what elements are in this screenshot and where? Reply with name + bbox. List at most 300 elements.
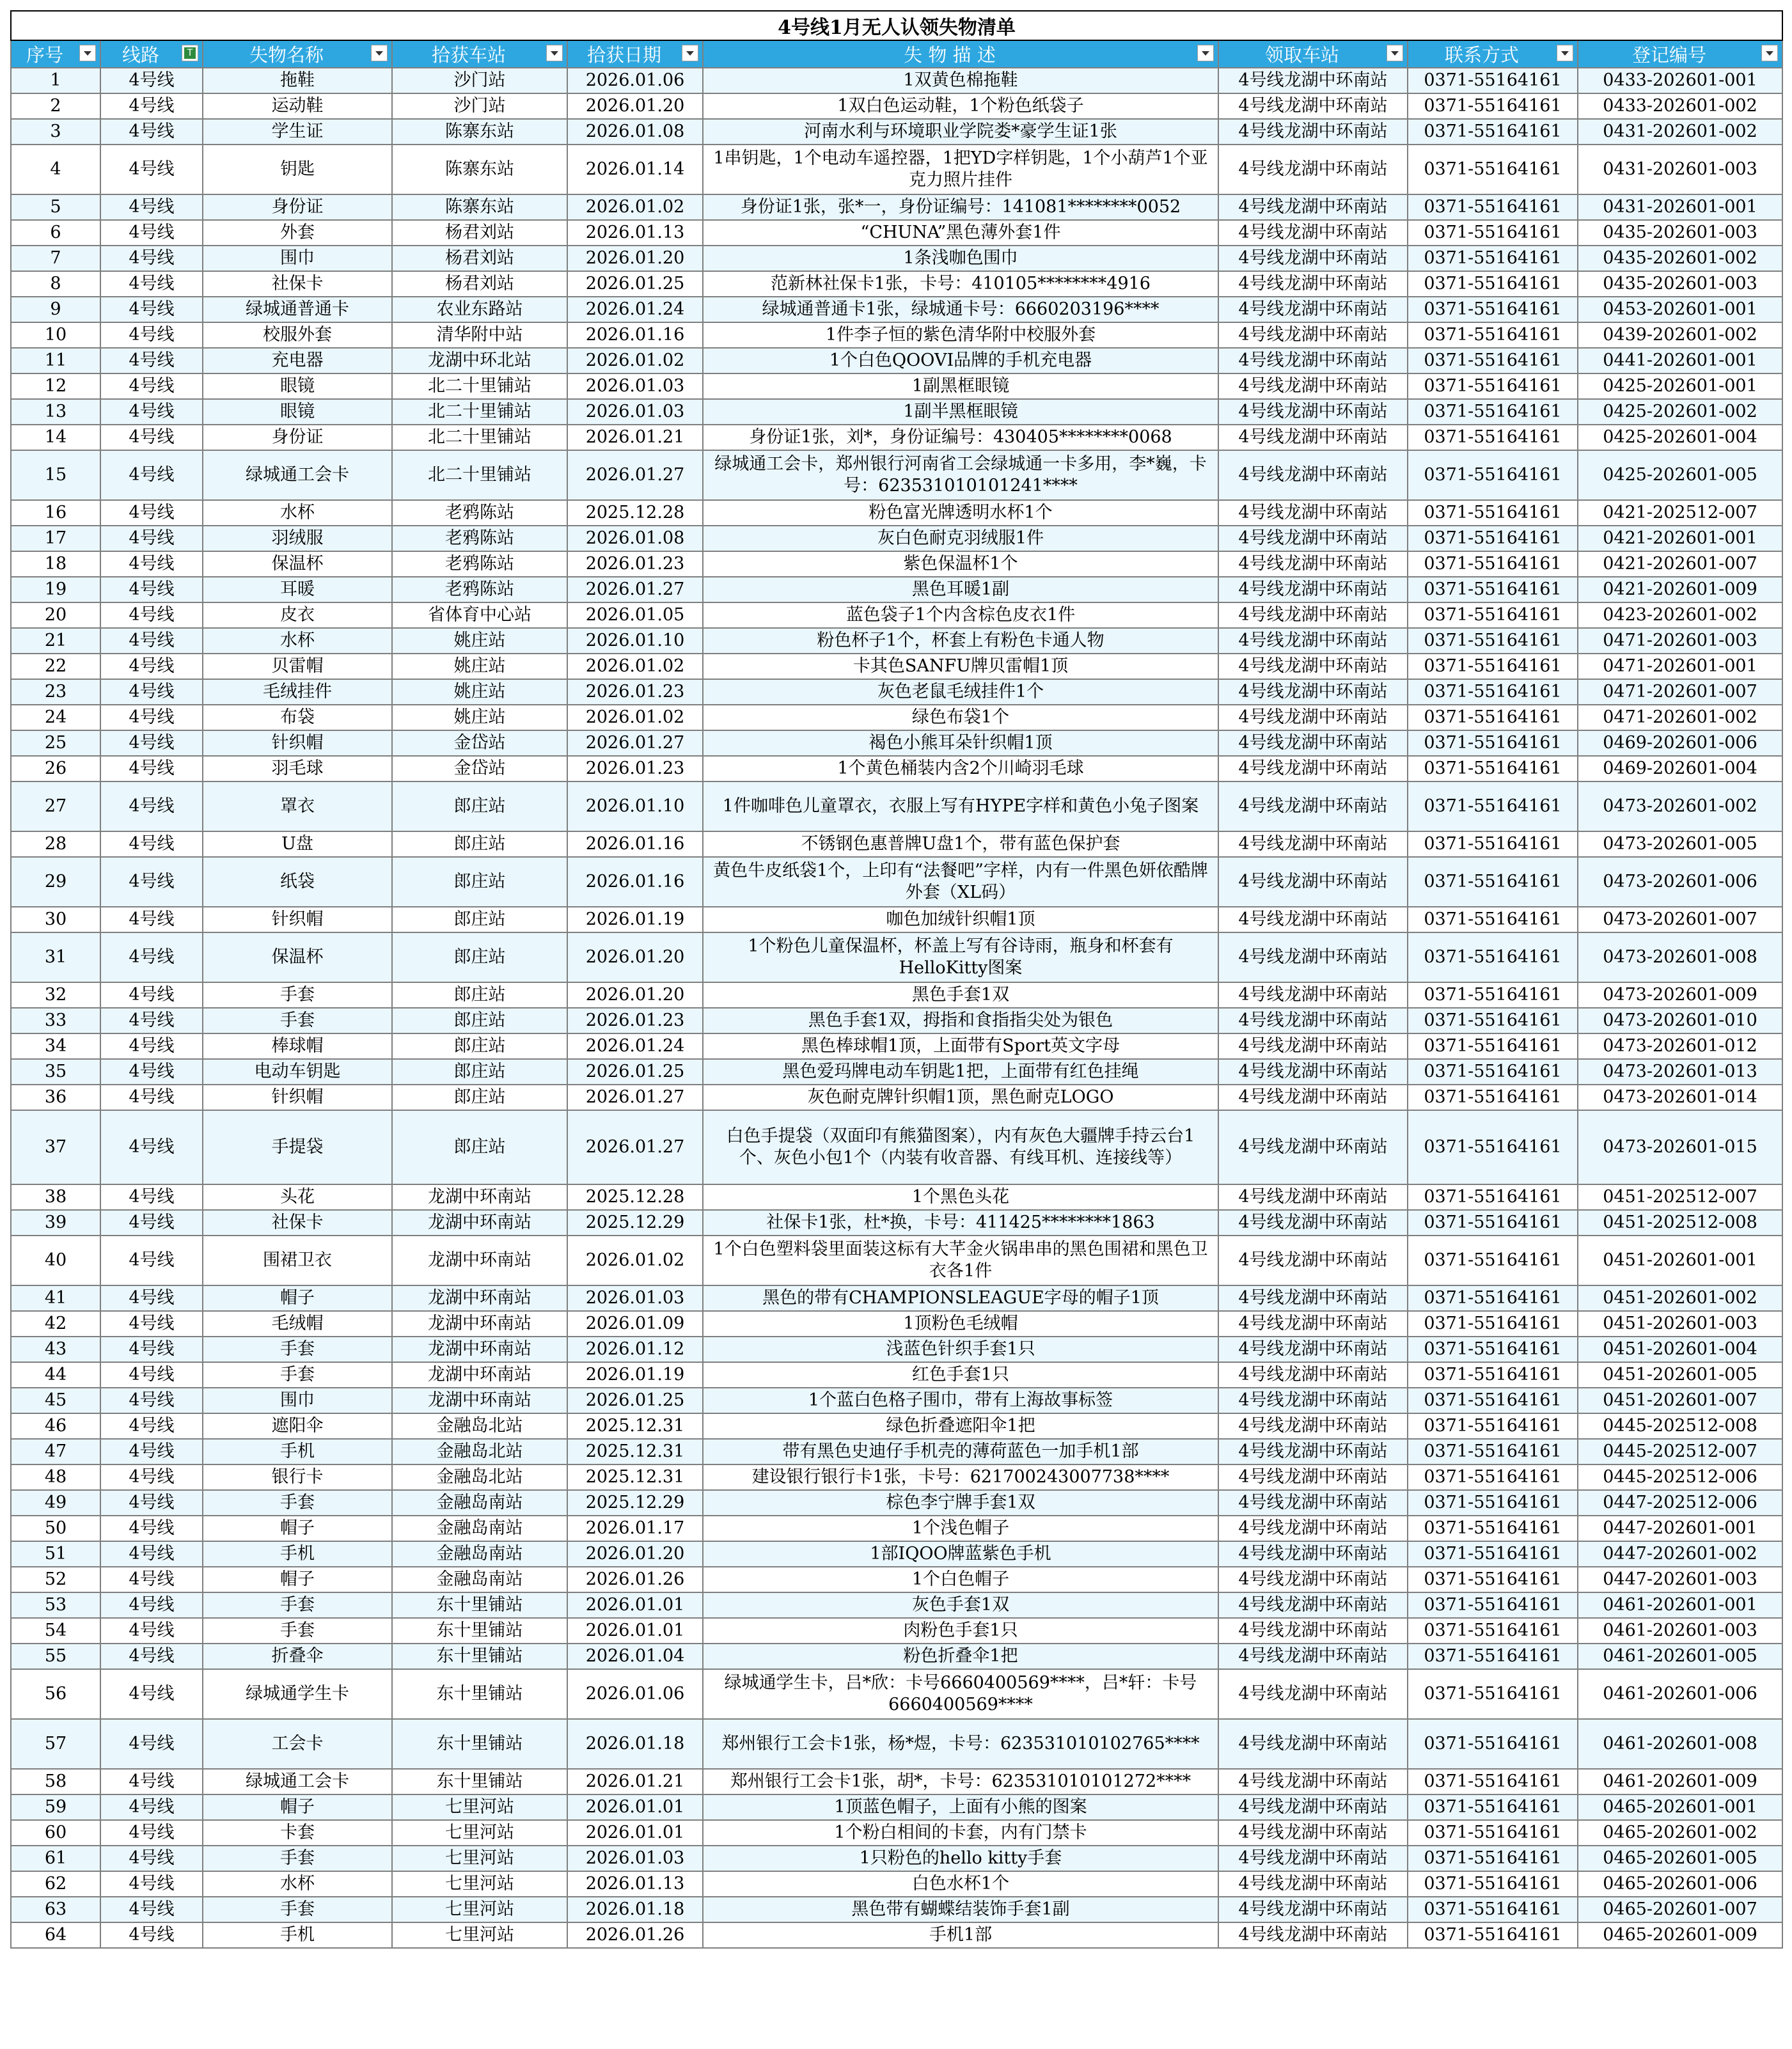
table-row[interactable] (11, 425, 1782, 450)
cell-seq[interactable]: 11 (11, 348, 100, 373)
cell-description[interactable]: 1只粉色的hello kitty手套 (703, 1846, 1218, 1871)
cell-found-station[interactable]: 金融岛北站 (392, 1464, 567, 1490)
table-row[interactable] (11, 450, 1782, 500)
cell-found-date[interactable]: 2026.01.01 (567, 1820, 703, 1846)
cell-item-name[interactable]: 保温杯 (203, 932, 392, 982)
cell-found-date[interactable]: 2026.01.01 (567, 1618, 703, 1644)
cell-found-station[interactable]: 东十里铺站 (392, 1644, 567, 1669)
table-row[interactable] (11, 1337, 1782, 1362)
cell-found-station[interactable]: 郎庄站 (392, 1059, 567, 1085)
cell-pickup-station[interactable]: 4号线龙湖中环南站 (1218, 297, 1408, 322)
table-row[interactable] (11, 1820, 1782, 1846)
cell-description[interactable]: 手机1部 (703, 1922, 1218, 1948)
cell-description[interactable]: 带有黑色史迪仔手机壳的薄荷蓝色一加手机1部 (703, 1439, 1218, 1464)
cell-found-date[interactable]: 2026.01.27 (567, 577, 703, 602)
cell-found-station[interactable]: 东十里铺站 (392, 1618, 567, 1644)
cell-contact[interactable]: 0371-55164161 (1408, 1110, 1578, 1184)
cell-pickup-station[interactable]: 4号线龙湖中环南站 (1218, 1820, 1408, 1846)
cell-reg-no[interactable]: 0473-202601-007 (1578, 907, 1782, 932)
cell-found-date[interactable]: 2026.01.21 (567, 1769, 703, 1794)
cell-item-name[interactable]: 手机 (203, 1439, 392, 1464)
cell-found-date[interactable]: 2026.01.09 (567, 1311, 703, 1337)
cell-item-name[interactable]: 手套 (203, 1362, 392, 1388)
cell-seq[interactable]: 33 (11, 1008, 100, 1033)
cell-contact[interactable]: 0371-55164161 (1408, 1567, 1578, 1592)
cell-reg-no[interactable]: 0421-202601-007 (1578, 551, 1782, 577)
cell-found-date[interactable]: 2026.01.08 (567, 526, 703, 551)
cell-reg-no[interactable]: 0465-202601-002 (1578, 1820, 1782, 1846)
filter-dropdown-icon[interactable] (1761, 45, 1778, 61)
cell-found-date[interactable]: 2026.01.06 (567, 1669, 703, 1719)
cell-line[interactable]: 4号线 (100, 1210, 203, 1236)
cell-description[interactable]: 1个白色帽子 (703, 1567, 1218, 1592)
cell-pickup-station[interactable]: 4号线龙湖中环南站 (1218, 1846, 1408, 1871)
cell-reg-no[interactable]: 0421-202601-009 (1578, 577, 1782, 602)
cell-pickup-station[interactable]: 4号线龙湖中环南站 (1218, 119, 1408, 145)
table-row[interactable] (11, 602, 1782, 628)
cell-found-station[interactable]: 龙湖中环南站 (392, 1184, 567, 1210)
cell-pickup-station[interactable]: 4号线龙湖中环南站 (1218, 1490, 1408, 1516)
cell-item-name[interactable]: 水杯 (203, 500, 392, 526)
cell-reg-no[interactable]: 0451-202601-001 (1578, 1236, 1782, 1285)
cell-line[interactable]: 4号线 (100, 145, 203, 194)
table-row[interactable] (11, 1516, 1782, 1541)
cell-seq[interactable]: 30 (11, 907, 100, 932)
cell-found-station[interactable]: 老鸦陈站 (392, 500, 567, 526)
cell-found-date[interactable]: 2026.01.18 (567, 1719, 703, 1769)
cell-reg-no[interactable]: 0465-202601-009 (1578, 1922, 1782, 1948)
cell-pickup-station[interactable]: 4号线龙湖中环南站 (1218, 756, 1408, 781)
cell-contact[interactable]: 0371-55164161 (1408, 1490, 1578, 1516)
table-row[interactable] (11, 1362, 1782, 1388)
table-row[interactable] (11, 145, 1782, 194)
cell-pickup-station[interactable]: 4号线龙湖中环南站 (1218, 68, 1408, 93)
cell-item-name[interactable]: 手套 (203, 1618, 392, 1644)
cell-item-name[interactable]: 电动车钥匙 (203, 1059, 392, 1085)
cell-pickup-station[interactable]: 4号线龙湖中环南站 (1218, 1719, 1408, 1769)
cell-found-date[interactable]: 2026.01.03 (567, 373, 703, 399)
cell-pickup-station[interactable]: 4号线龙湖中环南站 (1218, 831, 1408, 857)
cell-reg-no[interactable]: 0435-202601-003 (1578, 271, 1782, 297)
table-row[interactable] (11, 500, 1782, 526)
cell-found-station[interactable]: 郎庄站 (392, 1110, 567, 1184)
cell-seq[interactable]: 48 (11, 1464, 100, 1490)
cell-reg-no[interactable]: 0451-202601-007 (1578, 1388, 1782, 1413)
cell-line[interactable]: 4号线 (100, 1897, 203, 1922)
cell-seq[interactable]: 13 (11, 399, 100, 425)
cell-description[interactable]: 肉粉色手套1只 (703, 1618, 1218, 1644)
cell-line[interactable]: 4号线 (100, 1820, 203, 1846)
cell-found-station[interactable]: 龙湖中环南站 (392, 1337, 567, 1362)
table-row[interactable] (11, 1033, 1782, 1059)
table-row[interactable] (11, 756, 1782, 781)
cell-description[interactable]: 1个粉色儿童保温杯，杯盖上写有谷诗雨，瓶身和杯套有HelloKitty图案 (703, 932, 1218, 982)
table-row[interactable] (11, 194, 1782, 220)
cell-description[interactable]: 蓝色袋子1个内含棕色皮衣1件 (703, 602, 1218, 628)
filter-dropdown-icon[interactable] (1197, 45, 1214, 61)
cell-found-station[interactable]: 北二十里铺站 (392, 399, 567, 425)
cell-description[interactable]: 不锈钢色惠普牌U盘1个，带有蓝色保护套 (703, 831, 1218, 857)
cell-found-date[interactable]: 2026.01.03 (567, 1285, 703, 1311)
cell-line[interactable]: 4号线 (100, 1464, 203, 1490)
cell-pickup-station[interactable]: 4号线龙湖中环南站 (1218, 1618, 1408, 1644)
cell-reg-no[interactable]: 0439-202601-002 (1578, 322, 1782, 348)
cell-found-date[interactable]: 2026.01.23 (567, 1008, 703, 1033)
cell-seq[interactable]: 19 (11, 577, 100, 602)
cell-seq[interactable]: 50 (11, 1516, 100, 1541)
cell-pickup-station[interactable]: 4号线龙湖中环南站 (1218, 145, 1408, 194)
cell-seq[interactable]: 18 (11, 551, 100, 577)
cell-line[interactable]: 4号线 (100, 756, 203, 781)
cell-found-date[interactable]: 2025.12.28 (567, 1184, 703, 1210)
cell-description[interactable]: 郑州银行工会卡1张，杨*煜，卡号：623531010102765**** (703, 1719, 1218, 1769)
cell-line[interactable]: 4号线 (100, 271, 203, 297)
cell-description[interactable]: 黑色爱玛牌电动车钥匙1把，上面带有红色挂绳 (703, 1059, 1218, 1085)
cell-line[interactable]: 4号线 (100, 450, 203, 500)
cell-description[interactable]: 1串钥匙，1个电动车遥控器，1把YD字样钥匙，1个小葫芦1个亚克力照片挂件 (703, 145, 1218, 194)
cell-pickup-station[interactable]: 4号线龙湖中环南站 (1218, 1362, 1408, 1388)
cell-description[interactable]: 1顶粉色毛绒帽 (703, 1311, 1218, 1337)
cell-found-date[interactable]: 2026.01.04 (567, 1644, 703, 1669)
cell-seq[interactable]: 6 (11, 220, 100, 246)
cell-item-name[interactable]: 手套 (203, 1008, 392, 1033)
cell-item-name[interactable]: 手机 (203, 1922, 392, 1948)
cell-item-name[interactable]: 卡套 (203, 1820, 392, 1846)
cell-seq[interactable]: 23 (11, 679, 100, 705)
cell-found-station[interactable]: 东十里铺站 (392, 1669, 567, 1719)
cell-seq[interactable]: 36 (11, 1085, 100, 1110)
cell-item-name[interactable]: 帽子 (203, 1794, 392, 1820)
cell-found-date[interactable]: 2026.01.21 (567, 425, 703, 450)
cell-contact[interactable]: 0371-55164161 (1408, 1388, 1578, 1413)
cell-found-date[interactable]: 2026.01.10 (567, 628, 703, 654)
cell-contact[interactable]: 0371-55164161 (1408, 705, 1578, 730)
cell-line[interactable]: 4号线 (100, 1871, 203, 1897)
cell-item-name[interactable]: 水杯 (203, 1871, 392, 1897)
cell-item-name[interactable]: 保温杯 (203, 551, 392, 577)
cell-seq[interactable]: 40 (11, 1236, 100, 1285)
cell-description[interactable]: 1件李子恒的紫色清华附中校服外套 (703, 322, 1218, 348)
cell-description[interactable]: 黑色手套1双 (703, 982, 1218, 1008)
cell-found-date[interactable]: 2026.01.20 (567, 93, 703, 119)
cell-reg-no[interactable]: 0447-202601-002 (1578, 1541, 1782, 1567)
cell-reg-no[interactable]: 0471-202601-002 (1578, 705, 1782, 730)
cell-line[interactable]: 4号线 (100, 373, 203, 399)
cell-contact[interactable]: 0371-55164161 (1408, 857, 1578, 907)
cell-found-date[interactable]: 2026.01.25 (567, 1059, 703, 1085)
cell-contact[interactable]: 0371-55164161 (1408, 982, 1578, 1008)
filter-dropdown-icon[interactable] (546, 45, 563, 61)
table-row[interactable] (11, 246, 1782, 271)
cell-contact[interactable]: 0371-55164161 (1408, 1922, 1578, 1948)
cell-reg-no[interactable]: 0461-202601-001 (1578, 1592, 1782, 1618)
cell-contact[interactable]: 0371-55164161 (1408, 628, 1578, 654)
cell-contact[interactable]: 0371-55164161 (1408, 68, 1578, 93)
cell-found-date[interactable]: 2025.12.31 (567, 1439, 703, 1464)
cell-item-name[interactable]: 水杯 (203, 628, 392, 654)
cell-found-station[interactable]: 北二十里铺站 (392, 425, 567, 450)
cell-contact[interactable]: 0371-55164161 (1408, 679, 1578, 705)
cell-reg-no[interactable]: 0433-202601-001 (1578, 68, 1782, 93)
cell-line[interactable]: 4号线 (100, 1388, 203, 1413)
cell-found-station[interactable]: 七里河站 (392, 1794, 567, 1820)
table-row[interactable] (11, 679, 1782, 705)
cell-pickup-station[interactable]: 4号线龙湖中环南站 (1218, 1085, 1408, 1110)
cell-found-station[interactable]: 老鸦陈站 (392, 526, 567, 551)
cell-description[interactable]: 1个黑色头花 (703, 1184, 1218, 1210)
cell-found-station[interactable]: 省体育中心站 (392, 602, 567, 628)
cell-found-date[interactable]: 2026.01.26 (567, 1922, 703, 1948)
cell-pickup-station[interactable]: 4号线龙湖中环南站 (1218, 1184, 1408, 1210)
cell-line[interactable]: 4号线 (100, 705, 203, 730)
cell-found-station[interactable]: 郎庄站 (392, 982, 567, 1008)
cell-reg-no[interactable]: 0473-202601-009 (1578, 982, 1782, 1008)
cell-seq[interactable]: 22 (11, 654, 100, 679)
cell-pickup-station[interactable]: 4号线龙湖中环南站 (1218, 246, 1408, 271)
table-row[interactable] (11, 628, 1782, 654)
cell-reg-no[interactable]: 0461-202601-003 (1578, 1618, 1782, 1644)
cell-reg-no[interactable]: 0421-202601-001 (1578, 526, 1782, 551)
cell-line[interactable]: 4号线 (100, 1922, 203, 1948)
cell-line[interactable]: 4号线 (100, 1362, 203, 1388)
cell-item-name[interactable]: 纸袋 (203, 857, 392, 907)
cell-description[interactable]: 绿城通工会卡，郑州银行河南省工会绿城通一卡多用，李*巍，卡号：623531010101241**** (703, 450, 1218, 500)
cell-line[interactable]: 4号线 (100, 1413, 203, 1439)
cell-reg-no[interactable]: 0451-202601-003 (1578, 1311, 1782, 1337)
cell-contact[interactable]: 0371-55164161 (1408, 907, 1578, 932)
cell-found-date[interactable]: 2026.01.27 (567, 1085, 703, 1110)
cell-found-date[interactable]: 2026.01.25 (567, 271, 703, 297)
cell-description[interactable]: 白色水杯1个 (703, 1871, 1218, 1897)
cell-line[interactable]: 4号线 (100, 1644, 203, 1669)
cell-item-name[interactable]: 羽绒服 (203, 526, 392, 551)
cell-seq[interactable]: 21 (11, 628, 100, 654)
cell-contact[interactable]: 0371-55164161 (1408, 1311, 1578, 1337)
cell-line[interactable]: 4号线 (100, 1337, 203, 1362)
cell-seq[interactable]: 3 (11, 119, 100, 145)
cell-item-name[interactable]: 手套 (203, 1592, 392, 1618)
cell-found-station[interactable]: 龙湖中环南站 (392, 1362, 567, 1388)
table-row[interactable] (11, 271, 1782, 297)
cell-reg-no[interactable]: 0451-202512-008 (1578, 1210, 1782, 1236)
cell-reg-no[interactable]: 0473-202601-006 (1578, 857, 1782, 907)
table-row[interactable] (11, 1719, 1782, 1769)
cell-contact[interactable]: 0371-55164161 (1408, 1592, 1578, 1618)
table-row[interactable] (11, 1008, 1782, 1033)
cell-found-station[interactable]: 七里河站 (392, 1871, 567, 1897)
cell-found-station[interactable]: 郎庄站 (392, 781, 567, 831)
cell-found-date[interactable]: 2026.01.02 (567, 1236, 703, 1285)
cell-description[interactable]: 社保卡1张，杜*换，卡号：411425********1863 (703, 1210, 1218, 1236)
cell-pickup-station[interactable]: 4号线龙湖中环南站 (1218, 373, 1408, 399)
cell-contact[interactable]: 0371-55164161 (1408, 1008, 1578, 1033)
cell-found-station[interactable]: 清华附中站 (392, 322, 567, 348)
cell-item-name[interactable]: 皮衣 (203, 602, 392, 628)
cell-found-station[interactable]: 北二十里铺站 (392, 373, 567, 399)
cell-found-station[interactable]: 郎庄站 (392, 831, 567, 857)
cell-item-name[interactable]: 手套 (203, 1490, 392, 1516)
cell-item-name[interactable]: 手提袋 (203, 1110, 392, 1184)
cell-reg-no[interactable]: 0469-202601-004 (1578, 756, 1782, 781)
cell-found-station[interactable]: 北二十里铺站 (392, 450, 567, 500)
table-row[interactable] (11, 526, 1782, 551)
cell-description[interactable]: 范新林社保卡1张，卡号：410105********4916 (703, 271, 1218, 297)
cell-reg-no[interactable]: 0445-202512-006 (1578, 1464, 1782, 1490)
cell-pickup-station[interactable]: 4号线龙湖中环南站 (1218, 577, 1408, 602)
cell-pickup-station[interactable]: 4号线龙湖中环南站 (1218, 322, 1408, 348)
cell-reg-no[interactable]: 0469-202601-006 (1578, 730, 1782, 756)
cell-reg-no[interactable]: 0451-202601-004 (1578, 1337, 1782, 1362)
cell-reg-no[interactable]: 0431-202601-003 (1578, 145, 1782, 194)
cell-seq[interactable]: 63 (11, 1897, 100, 1922)
cell-item-name[interactable]: 拖鞋 (203, 68, 392, 93)
cell-line[interactable]: 4号线 (100, 1311, 203, 1337)
cell-line[interactable]: 4号线 (100, 551, 203, 577)
cell-found-station[interactable]: 杨君刘站 (392, 220, 567, 246)
cell-contact[interactable]: 0371-55164161 (1408, 654, 1578, 679)
cell-found-station[interactable]: 龙湖中环北站 (392, 348, 567, 373)
cell-description[interactable]: 黑色手套1双，拇指和食指指尖处为银色 (703, 1008, 1218, 1033)
table-row[interactable] (11, 1871, 1782, 1897)
table-row[interactable] (11, 1490, 1782, 1516)
cell-found-date[interactable]: 2026.01.16 (567, 322, 703, 348)
table-row[interactable] (11, 932, 1782, 982)
cell-contact[interactable]: 0371-55164161 (1408, 1871, 1578, 1897)
cell-line[interactable]: 4号线 (100, 399, 203, 425)
cell-reg-no[interactable]: 0473-202601-014 (1578, 1085, 1782, 1110)
cell-found-station[interactable]: 七里河站 (392, 1846, 567, 1871)
cell-pickup-station[interactable]: 4号线龙湖中环南站 (1218, 1592, 1408, 1618)
cell-description[interactable]: 河南水利与环境职业学院娄*豪学生证1张 (703, 119, 1218, 145)
table-row[interactable] (11, 1439, 1782, 1464)
cell-contact[interactable]: 0371-55164161 (1408, 145, 1578, 194)
cell-line[interactable]: 4号线 (100, 1085, 203, 1110)
cell-found-date[interactable]: 2026.01.24 (567, 297, 703, 322)
cell-seq[interactable]: 55 (11, 1644, 100, 1669)
cell-pickup-station[interactable]: 4号线龙湖中环南站 (1218, 1236, 1408, 1285)
table-row[interactable] (11, 93, 1782, 119)
cell-line[interactable]: 4号线 (100, 857, 203, 907)
cell-item-name[interactable]: 遮阳伞 (203, 1413, 392, 1439)
cell-reg-no[interactable]: 0433-202601-002 (1578, 93, 1782, 119)
cell-item-name[interactable]: 围巾 (203, 1388, 392, 1413)
cell-contact[interactable]: 0371-55164161 (1408, 1337, 1578, 1362)
cell-description[interactable]: 郑州银行工会卡1张，胡*，卡号：623531010101272**** (703, 1769, 1218, 1794)
cell-item-name[interactable]: 头花 (203, 1184, 392, 1210)
cell-found-station[interactable]: 金岱站 (392, 730, 567, 756)
cell-reg-no[interactable]: 0461-202601-005 (1578, 1644, 1782, 1669)
cell-pickup-station[interactable]: 4号线龙湖中环南站 (1218, 1516, 1408, 1541)
cell-found-date[interactable]: 2026.01.12 (567, 1337, 703, 1362)
cell-reg-no[interactable]: 0425-202601-002 (1578, 399, 1782, 425)
cell-pickup-station[interactable]: 4号线龙湖中环南站 (1218, 1871, 1408, 1897)
cell-pickup-station[interactable]: 4号线龙湖中环南站 (1218, 1059, 1408, 1085)
cell-pickup-station[interactable]: 4号线龙湖中环南站 (1218, 1337, 1408, 1362)
cell-line[interactable]: 4号线 (100, 1618, 203, 1644)
cell-description[interactable]: 黄色牛皮纸袋1个，上印有“法餐吧”字样，内有一件黑色妍依酷牌外套（XL码） (703, 857, 1218, 907)
cell-line[interactable]: 4号线 (100, 194, 203, 220)
cell-reg-no[interactable]: 0451-202512-007 (1578, 1184, 1782, 1210)
cell-contact[interactable]: 0371-55164161 (1408, 1236, 1578, 1285)
cell-line[interactable]: 4号线 (100, 679, 203, 705)
cell-found-station[interactable]: 七里河站 (392, 1922, 567, 1948)
table-row[interactable] (11, 1236, 1782, 1285)
cell-item-name[interactable]: 棒球帽 (203, 1033, 392, 1059)
cell-description[interactable]: 1双白色运动鞋，1个粉色纸袋子 (703, 93, 1218, 119)
cell-item-name[interactable]: 折叠伞 (203, 1644, 392, 1669)
cell-reg-no[interactable]: 0465-202601-005 (1578, 1846, 1782, 1871)
cell-description[interactable]: 棕色李宁牌手套1双 (703, 1490, 1218, 1516)
cell-pickup-station[interactable]: 4号线龙湖中环南站 (1218, 1110, 1408, 1184)
table-row[interactable] (11, 1085, 1782, 1110)
cell-reg-no[interactable]: 0435-202601-003 (1578, 220, 1782, 246)
cell-pickup-station[interactable]: 4号线龙湖中环南站 (1218, 1464, 1408, 1490)
filter-active-icon[interactable] (182, 45, 198, 61)
cell-pickup-station[interactable]: 4号线龙湖中环南站 (1218, 1794, 1408, 1820)
cell-pickup-station[interactable]: 4号线龙湖中环南站 (1218, 526, 1408, 551)
cell-found-station[interactable]: 姚庄站 (392, 705, 567, 730)
cell-description[interactable]: 1顶蓝色帽子，上面有小熊的图案 (703, 1794, 1218, 1820)
cell-found-station[interactable]: 老鸦陈站 (392, 577, 567, 602)
filter-dropdown-icon[interactable] (1387, 45, 1403, 61)
cell-found-station[interactable]: 郎庄站 (392, 1008, 567, 1033)
cell-item-name[interactable]: 布袋 (203, 705, 392, 730)
cell-line[interactable]: 4号线 (100, 1285, 203, 1311)
cell-line[interactable]: 4号线 (100, 1236, 203, 1285)
filter-dropdown-icon[interactable] (682, 45, 698, 61)
table-row[interactable] (11, 1464, 1782, 1490)
cell-seq[interactable]: 29 (11, 857, 100, 907)
cell-contact[interactable]: 0371-55164161 (1408, 1644, 1578, 1669)
cell-seq[interactable]: 15 (11, 450, 100, 500)
cell-item-name[interactable]: 罩衣 (203, 781, 392, 831)
table-row[interactable] (11, 551, 1782, 577)
table-row[interactable] (11, 1922, 1782, 1948)
cell-pickup-station[interactable]: 4号线龙湖中环南站 (1218, 551, 1408, 577)
cell-seq[interactable]: 4 (11, 145, 100, 194)
cell-line[interactable]: 4号线 (100, 526, 203, 551)
cell-contact[interactable]: 0371-55164161 (1408, 1464, 1578, 1490)
cell-item-name[interactable]: 校服外套 (203, 322, 392, 348)
cell-found-date[interactable]: 2026.01.20 (567, 932, 703, 982)
cell-line[interactable]: 4号线 (100, 1110, 203, 1184)
cell-seq[interactable]: 57 (11, 1719, 100, 1769)
cell-reg-no[interactable]: 0447-202512-006 (1578, 1490, 1782, 1516)
table-row[interactable] (11, 982, 1782, 1008)
cell-contact[interactable]: 0371-55164161 (1408, 932, 1578, 982)
cell-found-date[interactable]: 2026.01.18 (567, 1897, 703, 1922)
cell-found-station[interactable]: 陈寨东站 (392, 194, 567, 220)
table-row[interactable] (11, 1669, 1782, 1719)
cell-pickup-station[interactable]: 4号线龙湖中环南站 (1218, 500, 1408, 526)
cell-found-station[interactable]: 龙湖中环南站 (392, 1210, 567, 1236)
cell-pickup-station[interactable]: 4号线龙湖中环南站 (1218, 705, 1408, 730)
cell-seq[interactable]: 61 (11, 1846, 100, 1871)
cell-pickup-station[interactable]: 4号线龙湖中环南站 (1218, 1922, 1408, 1948)
cell-found-date[interactable]: 2026.01.10 (567, 781, 703, 831)
cell-reg-no[interactable]: 0471-202601-003 (1578, 628, 1782, 654)
cell-reg-no[interactable]: 0461-202601-006 (1578, 1669, 1782, 1719)
table-row[interactable] (11, 297, 1782, 322)
cell-description[interactable]: 卡其色SANFU牌贝雷帽1顶 (703, 654, 1218, 679)
cell-found-station[interactable]: 姚庄站 (392, 679, 567, 705)
cell-description[interactable]: 褐色小熊耳朵针织帽1顶 (703, 730, 1218, 756)
table-row[interactable] (11, 322, 1782, 348)
cell-seq[interactable]: 56 (11, 1669, 100, 1719)
cell-pickup-station[interactable]: 4号线龙湖中环南站 (1218, 1669, 1408, 1719)
cell-contact[interactable]: 0371-55164161 (1408, 425, 1578, 450)
cell-description[interactable]: 咖色加绒针织帽1顶 (703, 907, 1218, 932)
